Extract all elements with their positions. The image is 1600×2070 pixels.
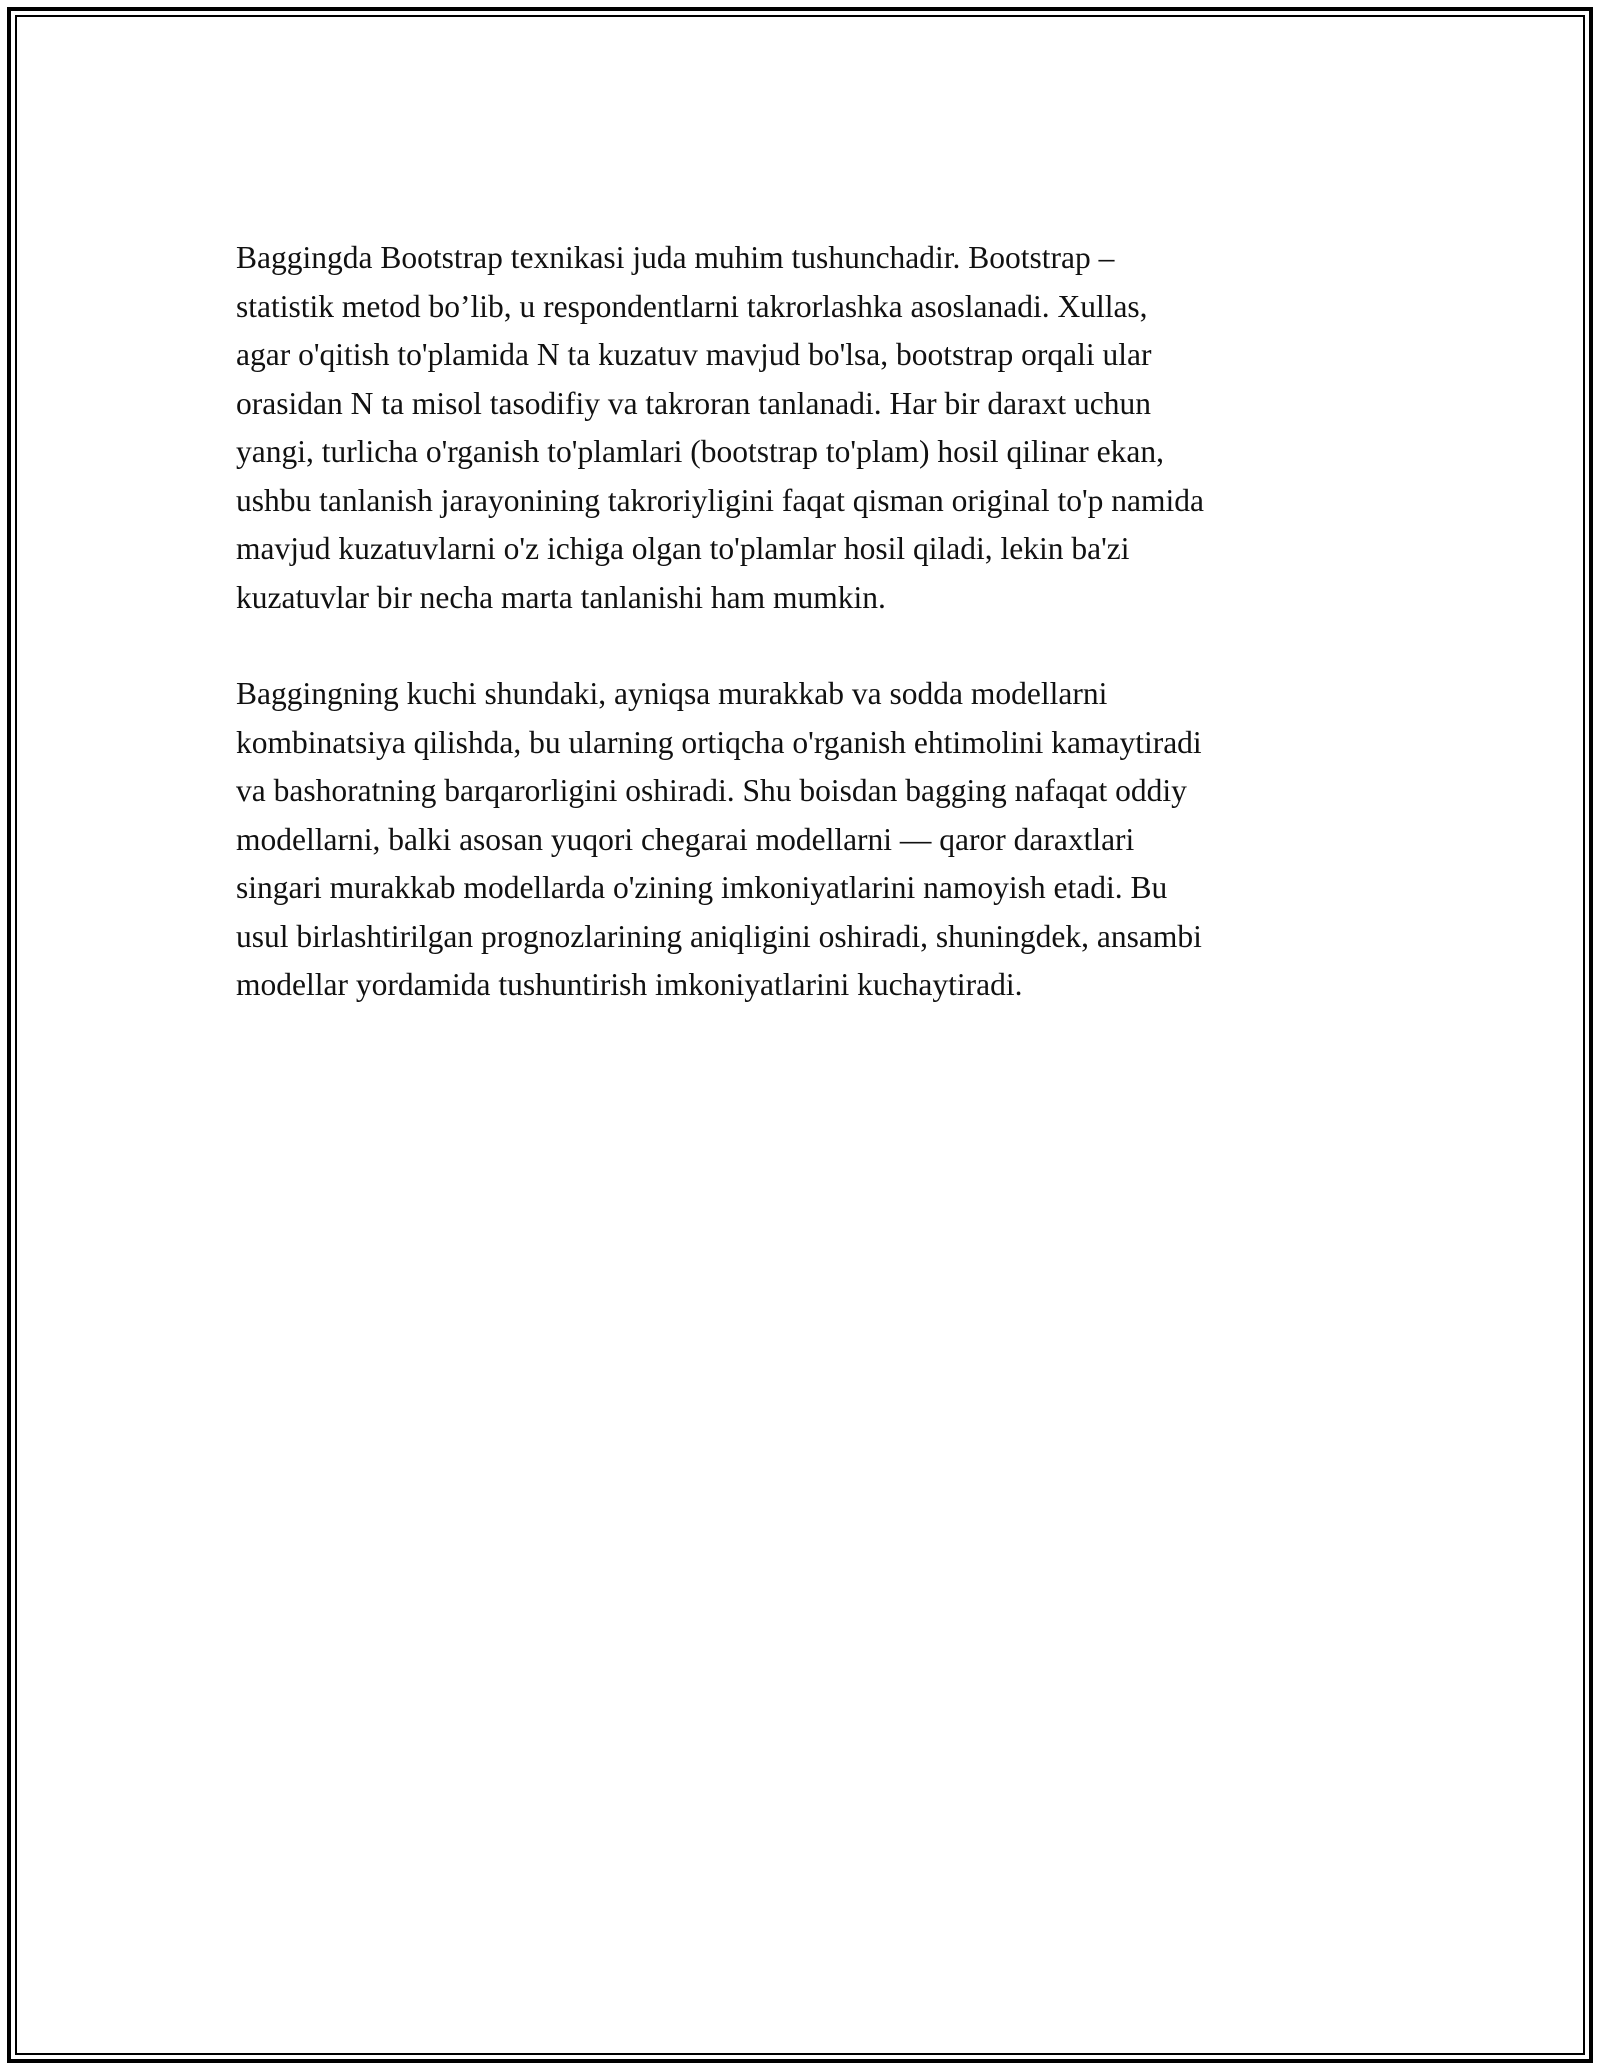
text-line: Baggingda Bootstrap texnikasi juda muhim tushunchadir. Bootstrap –	[236, 240, 1115, 275]
text-line: modellar yordamida tushuntirish imkoniyatlarini kuchaytiradi.	[236, 967, 1023, 1002]
text-line: yangi, turlicha o'rganish to'plamlari (bootstrap to'plam) hosil qilinar ekan,	[236, 434, 1164, 469]
text-line: orasidan N ta misol tasodifiy va takroran tanlanadi. Har bir daraxt uchun	[236, 385, 1151, 421]
text-line: modellarni, balki asosan yuqori chegarai modellarni — qaror daraxtlari	[236, 821, 1135, 857]
text-line: agar o'qitish to'plamida N ta kuzatuv mavjud bo'lsa, bootstrap orqali ular	[236, 337, 1152, 372]
text-line: kombinatsiya qilishda, bu ularning ortiqcha o'rganish ehtimolini kamaytiradi	[236, 724, 1202, 760]
text-line: singari murakkab modellarda o'zining imkoniyatlarini namoyish etadi. Bu	[236, 870, 1168, 905]
text-line: statistik metod bo’lib, u respondentlarni takrorlashka asoslanadi. Xullas,	[236, 288, 1148, 324]
paragraph-bagging-strength	[236, 670, 1376, 1010]
text-line: ushbu tanlanish jarayonining takroriyligini faqat qisman original to'p namida	[236, 482, 1204, 518]
text-line: va bashoratning barqarorligini oshiradi. Shu boisdan bagging nafaqat oddiy	[236, 773, 1187, 808]
text-line: kuzatuvlar bir necha marta tanlanishi ham mumkin.	[236, 579, 886, 615]
document-body	[236, 234, 1376, 1058]
text-line: Baggingning kuchi shundaki, ayniqsa murakkab va sodda modellarni	[236, 676, 1108, 711]
text-line: usul birlashtirilgan prognozlarining aniqligini oshiradi, shuningdek, ansambi	[236, 918, 1202, 954]
text-line: mavjud kuzatuvlarni o'z ichiga olgan to'plamlar hosil qiladi, lekin ba'zi	[236, 531, 1130, 566]
paragraph-bootstrap	[236, 234, 1376, 622]
